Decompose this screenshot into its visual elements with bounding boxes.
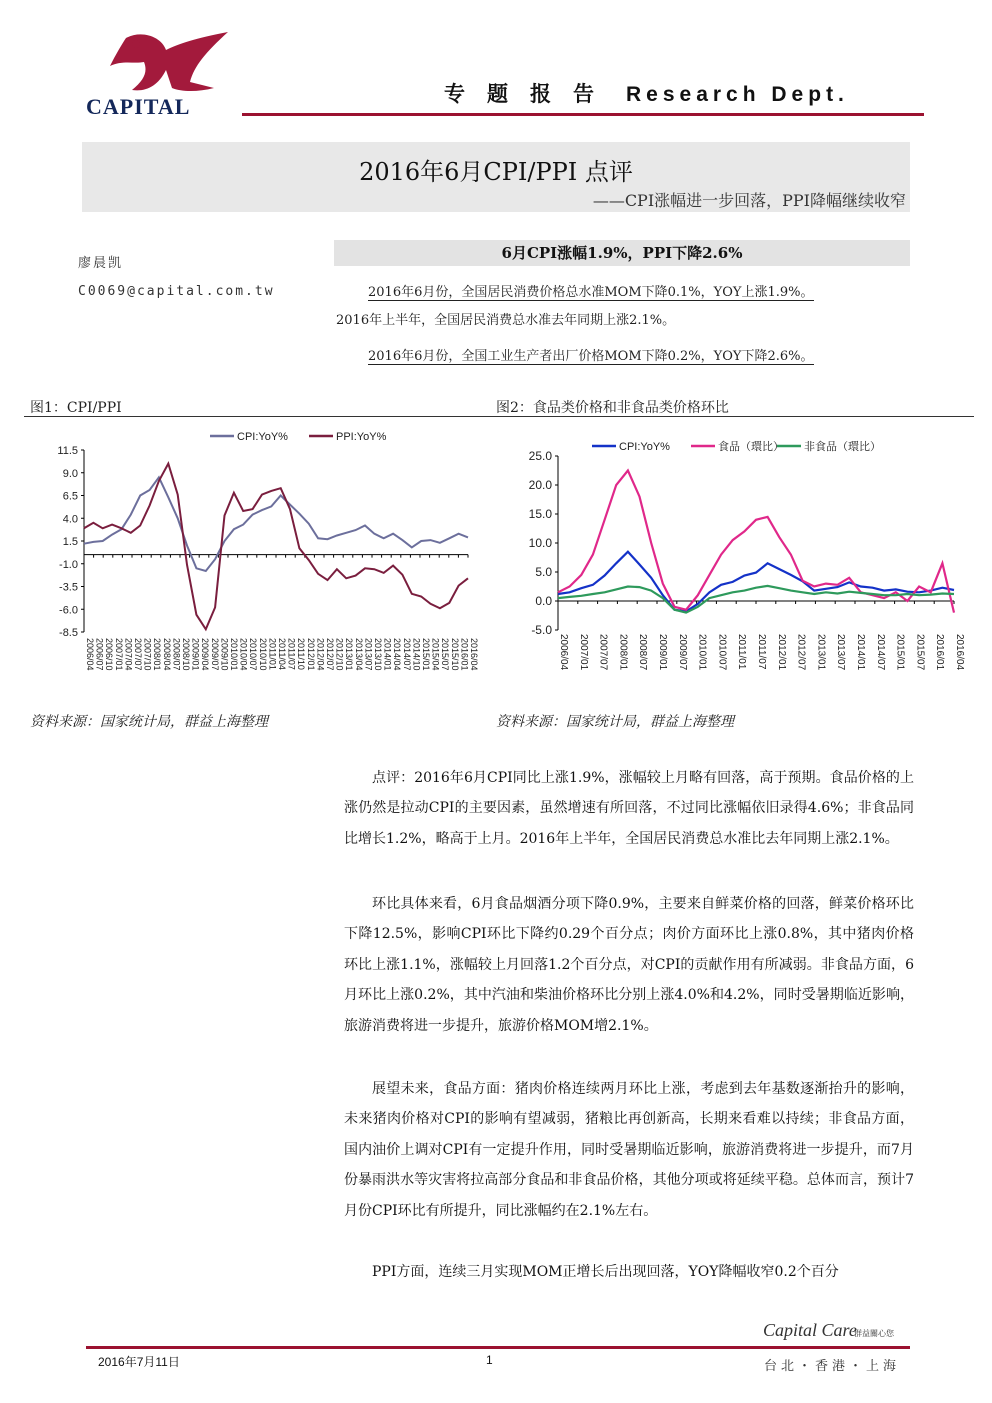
y-tick-label: 25.0	[528, 449, 552, 463]
x-tick-label: 2008/01	[152, 638, 163, 671]
series-line	[558, 471, 954, 613]
x-tick-label: 2007/01	[577, 634, 589, 671]
x-tick-label: 2011/01	[267, 638, 278, 670]
x-tick-label: 2010/04	[238, 638, 249, 671]
y-tick-label: 6.5	[62, 490, 78, 503]
x-tick-label: 2014/04	[392, 638, 403, 671]
x-tick-label: 2008/07	[171, 638, 182, 671]
x-tick-label: 2011/07	[756, 634, 767, 670]
x-tick-label: 2011/10	[296, 638, 307, 670]
y-tick-label: 20.0	[528, 478, 552, 492]
y-tick-label: -6.0	[59, 604, 78, 617]
x-tick-label: 2012/10	[334, 638, 345, 671]
y-tick-label: -1.0	[59, 558, 78, 571]
x-tick-label: 2009/07	[209, 638, 220, 671]
sub-title: ——CPI涨幅进一步回落，PPI降幅继续收窄	[592, 191, 906, 210]
legend-label: PPI:YoY%	[336, 431, 387, 443]
capital-care-logo: Capital Care	[763, 1320, 857, 1340]
author-email: C0069@capital.com.tw	[78, 284, 275, 299]
x-tick-label: 2009/04	[200, 638, 211, 671]
x-tick-label: 2014/10	[411, 638, 422, 671]
legend-label: CPI:YoY%	[619, 441, 670, 453]
report-type-en: Research Dept.	[626, 83, 849, 106]
x-tick-label: 2016/01	[934, 634, 946, 671]
x-tick-label: 2007/04	[123, 638, 134, 671]
x-tick-label: 2012/01	[775, 634, 787, 671]
x-tick-label: 2016/04	[469, 638, 479, 671]
x-tick-label: 2012/07	[325, 638, 335, 671]
legend-label: 食品（環比）	[718, 441, 784, 453]
x-tick-label: 2010/07	[716, 634, 728, 671]
x-tick-label: 2009/01	[190, 638, 201, 671]
report-type-cn: 专题报告	[444, 83, 616, 106]
x-tick-label: 2010/10	[257, 638, 268, 671]
legend-label: CPI:YoY%	[237, 431, 288, 443]
x-tick-label: 2016/01	[459, 638, 470, 671]
footer-divider	[86, 1346, 910, 1349]
y-tick-label: -5.0	[531, 623, 552, 637]
report-type	[444, 78, 849, 108]
logo-text: CAPITAL	[86, 94, 191, 119]
x-tick-label: 2011/07	[286, 638, 297, 670]
office-cities: 台北・香港・上海	[764, 1359, 901, 1374]
x-tick-label: 2015/07	[914, 634, 926, 671]
x-tick-label: 2008/01	[617, 634, 629, 671]
y-tick-label: 11.5	[57, 445, 78, 457]
y-tick-label: 0.0	[535, 594, 552, 608]
x-tick-label: 2012/01	[305, 638, 316, 671]
x-tick-label: 2011/01	[736, 634, 748, 670]
x-tick-label: 2008/10	[181, 638, 191, 671]
x-tick-label: 2010/01	[696, 634, 708, 671]
x-tick-label: 2008/07	[637, 634, 649, 671]
main-title: 2016年6月CPI/PPI 点评	[359, 158, 633, 186]
x-tick-label: 2015/01	[421, 638, 431, 671]
x-tick-label: 2014/07	[401, 638, 412, 671]
x-tick-label: 2007/01	[113, 638, 124, 671]
summary-headline: 6月CPI涨幅1.9%，PPI下降2.6%	[334, 240, 910, 266]
y-tick-label: 10.0	[528, 536, 552, 550]
x-tick-label: 2016/04	[954, 634, 965, 671]
y-tick-label: 5.0	[535, 565, 552, 579]
body-paragraph: 展望未来，食品方面：猪肉价格连续两月环比上涨，考虑到去年基数逐渐抬升的影响，未来猪肉价格对CPI的影响有望减弱，猪粮比再创新高，长期来看难以持续；非食品方面，国内油价上调对CPI有一定提升作用，同时受暑期临近影响，旅游消费将进一步提升，而7月份暴雨洪水等灾害将拉高部分食品和非食品价格，其他分项或将延续平稳。总体而言，预计7月份CPI环比有所提升，同比涨幅约在2.1%左右。	[344, 1081, 914, 1219]
x-tick-label: 2006/04	[558, 634, 569, 671]
x-tick-label: 2007/07	[597, 634, 609, 671]
x-tick-label: 2009/07	[676, 634, 688, 671]
figure-divider	[24, 416, 974, 417]
header-divider	[242, 113, 924, 116]
page-number: 1	[486, 1353, 493, 1367]
figure-1-source: 资料来源：国家统计局，群益上海整理	[30, 714, 268, 730]
capital-care-cn: 群益關心您	[854, 1329, 894, 1338]
x-tick-label: 2013/07	[363, 638, 374, 671]
summary-line: 2016年6月份，全国工业生产者出厂价格MOM下降0.2%，YOY下降2.6%。	[368, 345, 814, 365]
x-tick-label: 2013/07	[835, 634, 847, 671]
x-tick-label: 2010/01	[229, 638, 239, 671]
legend-label: 非食品（環比）	[804, 441, 881, 453]
x-tick-label: 2013/01	[815, 634, 827, 671]
x-tick-label: 2013/10	[373, 638, 383, 671]
title-box	[82, 142, 910, 212]
x-tick-label: 2014/07	[874, 634, 886, 671]
x-tick-label: 2013/04	[353, 638, 364, 671]
x-tick-label: 2006/07	[94, 638, 105, 671]
footer-date: 2016年7月11日	[98, 1355, 180, 1369]
x-tick-label: 2015/04	[430, 638, 441, 671]
y-tick-label: 1.5	[62, 536, 78, 548]
x-tick-label: 2010/07	[248, 638, 259, 671]
x-tick-label: 2015/07	[440, 638, 451, 671]
body-paragraph: 点评：2016年6月CPI同比上涨1.9%，涨幅较上月略有回落，高于预期。食品价格的上涨仍然是拉动CPI的主要因素，虽然增速有所回落，不过同比涨幅依旧录得4.6%；非食品同比增长1.2%，略高于上月。2016年上半年，全国居民消费总水准比去年同期上涨2.1%。	[344, 770, 914, 847]
summary-line: 2016年上半年，全国居民消费总水准去年同期上涨2.1%。	[336, 313, 676, 328]
summary-line: 2016年6月份，全国居民消费价格总水准MOM下降0.1%，YOY上涨1.9%。	[368, 281, 814, 301]
x-tick-label: 2009/01	[657, 634, 668, 671]
x-tick-label: 2006/04	[85, 638, 95, 671]
figure-2-label: 图2：食品类价格和非食品类价格环比	[496, 400, 729, 416]
x-tick-label: 2014/01	[855, 634, 866, 671]
figure-1-label: 图1：CPI/PPI	[30, 400, 122, 416]
x-tick-label: 2011/04	[277, 638, 287, 670]
author-name: 廖晨凯	[78, 256, 124, 271]
x-tick-label: 2009/10	[219, 638, 230, 671]
body-paragraph: 环比具体来看，6月食品烟酒分项下降0.9%，主要来自鲜菜价格的回落，鲜菜价格环比下降12.5%，影响CPI环比下降约0.29个百分点；肉价方面环比上涨0.8%，其中猪肉价格环比上涨1.1%，涨幅较上月回落1.2个百分点，对CPI的贡献作用有所减弱。非食品方面，6月环比上涨0.2%，其中汽油和柴油价格环比分别上涨4.0%和4.2%，同时受暑期临近影响，旅游消费将进一步提升，旅游价格MOM增2.1%。	[344, 896, 914, 1034]
x-tick-label: 2007/10	[142, 638, 153, 671]
cpi-ppi-chart	[30, 424, 480, 706]
y-tick-label: -8.5	[59, 627, 78, 639]
food-nonfood-chart	[496, 424, 972, 706]
figure-2-source: 资料来源：国家统计局，群益上海整理	[496, 714, 734, 730]
y-tick-label: -3.5	[59, 581, 78, 594]
x-tick-label: 2013/01	[344, 638, 355, 671]
x-tick-label: 2012/07	[795, 634, 807, 671]
body-paragraph: PPI方面，连续三月实现MOM正增长后出现回落，YOY降幅收窄0.2个百分	[372, 1264, 839, 1280]
x-tick-label: 2007/07	[133, 638, 143, 671]
y-tick-label: 4.0	[62, 513, 78, 526]
x-tick-label: 2008/04	[161, 638, 172, 671]
x-tick-label: 2014/01	[382, 638, 393, 671]
y-tick-label: 9.0	[62, 467, 78, 480]
x-tick-label: 2006/10	[104, 638, 115, 671]
x-tick-label: 2012/04	[315, 638, 326, 671]
x-tick-label: 2015/01	[894, 634, 906, 671]
y-tick-label: 15.0	[528, 507, 552, 521]
x-tick-label: 2015/10	[449, 638, 460, 671]
